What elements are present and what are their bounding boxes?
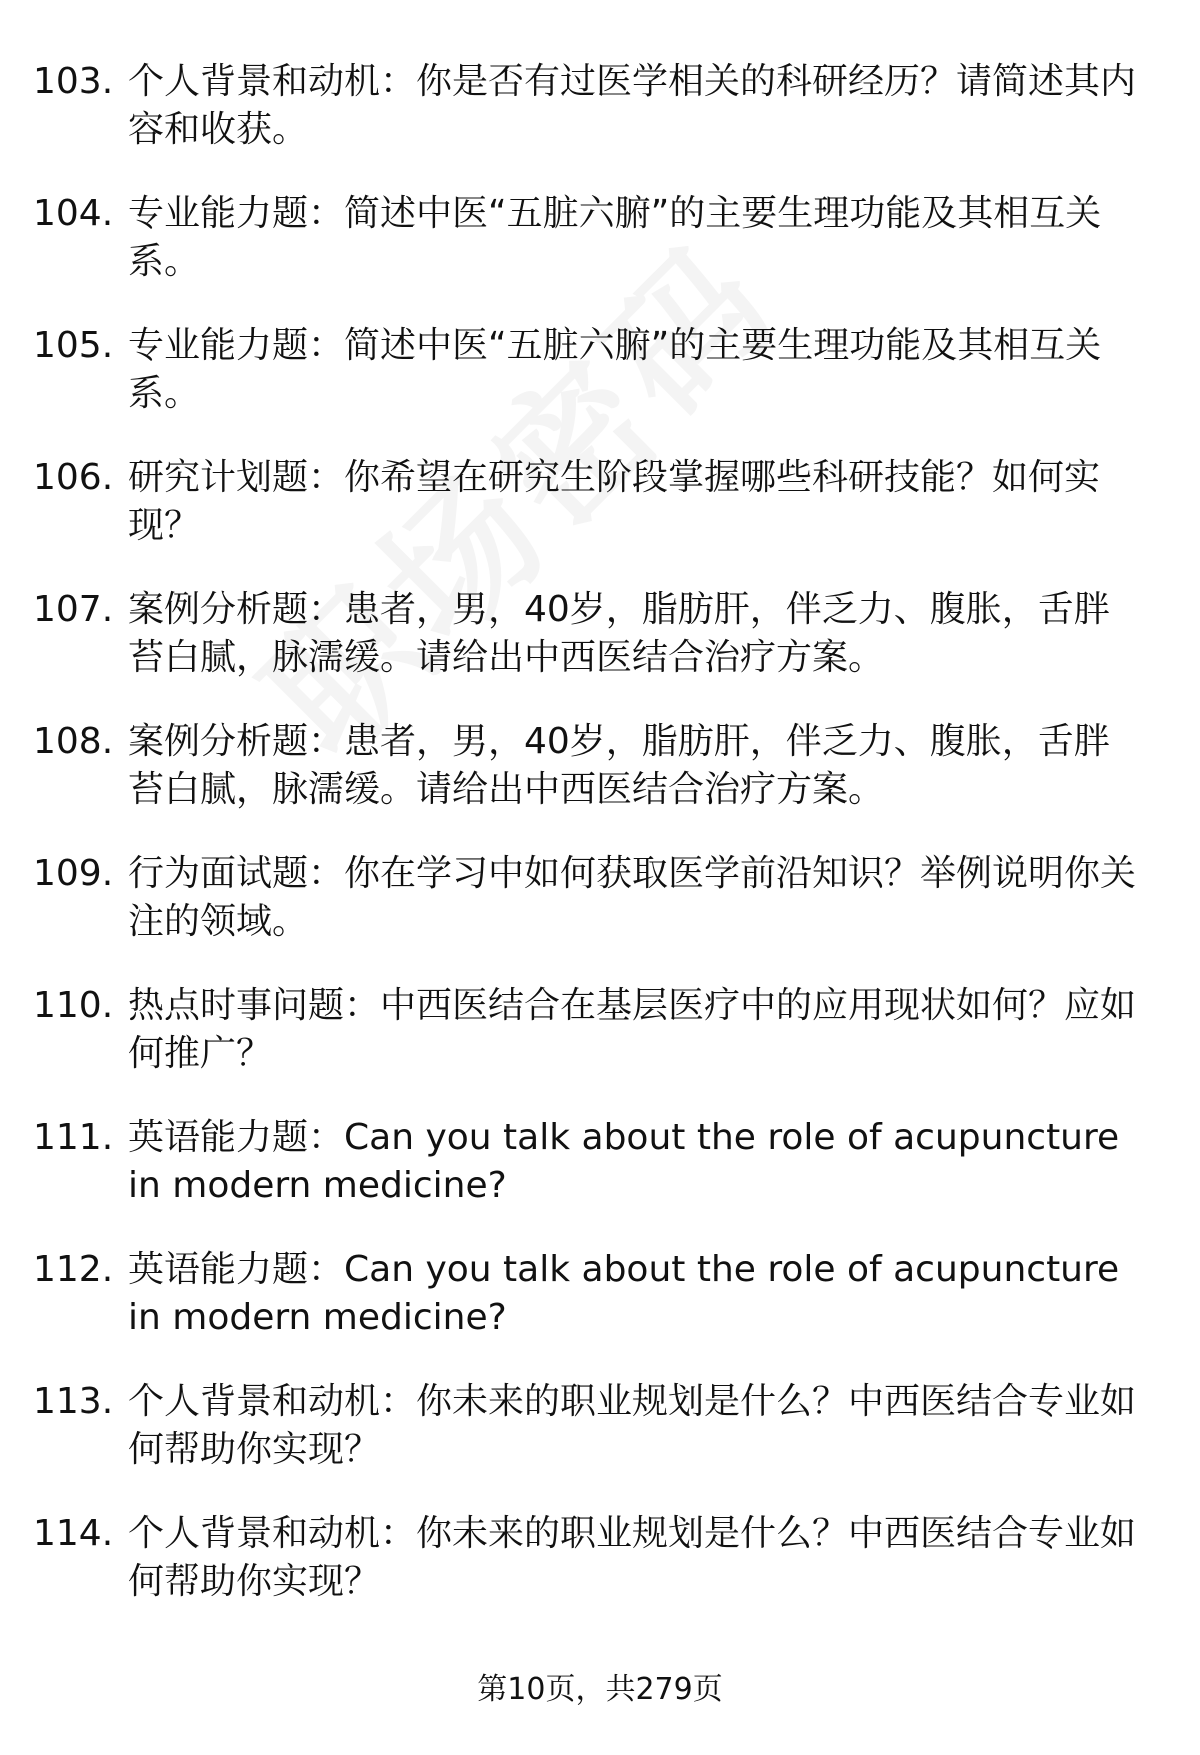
- question-number: 111.: [33, 1117, 114, 1158]
- question-number: 110.: [33, 985, 114, 1026]
- question-number: 109.: [33, 853, 114, 894]
- question-number: 104.: [33, 193, 114, 234]
- question-text: 个人背景和动机：你未来的职业规划是什么？中西医结合专业如何帮助你实现？: [128, 1513, 1137, 1602]
- question-item: [0, 312, 1200, 444]
- question-text: 案例分析题：患者，男，40岁，脂肪肝，伴乏力、腹胀，舌胖苔白腻，脉濡缓。请给出中西医结合治疗方案。: [128, 589, 1110, 678]
- question-text: 英语能力题：Can you talk about the role of acupuncture in modern medicine?: [128, 1117, 1120, 1206]
- question-text: 热点时事问题：中西医结合在基层医疗中的应用现状如何？应如何推广？: [128, 985, 1137, 1074]
- question-text: 案例分析题：患者，男，40岁，脂肪肝，伴乏力、腹胀，舌胖苔白腻，脉濡缓。请给出中西医结合治疗方案。: [128, 721, 1110, 810]
- question-text: 个人背景和动机：你是否有过医学相关的科研经历？请简述其内容和收获。: [128, 61, 1137, 150]
- question-list: [0, 48, 1200, 1632]
- question-text: 专业能力题：简述中医“五脏六腑”的主要生理功能及其相互关系。: [128, 193, 1102, 282]
- question-text: 行为面试题：你在学习中如何获取医学前沿知识？举例说明你关注的领域。: [128, 853, 1137, 942]
- question-item: [0, 1236, 1200, 1368]
- question-item: [0, 1104, 1200, 1236]
- question-number: 113.: [33, 1381, 114, 1422]
- question-text: 英语能力题：Can you talk about the role of acupuncture in modern medicine?: [128, 1249, 1120, 1338]
- question-item: [0, 1368, 1200, 1500]
- question-item: [0, 972, 1200, 1104]
- question-number: 106.: [33, 457, 114, 498]
- question-number: 105.: [33, 325, 114, 366]
- page-footer: [0, 1670, 1200, 1710]
- question-number: 103.: [33, 61, 114, 102]
- question-item: [0, 1500, 1200, 1632]
- question-number: 112.: [33, 1249, 114, 1290]
- page-number-label: 第10页，共279页: [477, 1672, 723, 1707]
- question-item: [0, 708, 1200, 840]
- question-item: [0, 444, 1200, 576]
- question-text: 专业能力题：简述中医“五脏六腑”的主要生理功能及其相互关系。: [128, 325, 1102, 414]
- question-number: 108.: [33, 721, 114, 762]
- question-text: 个人背景和动机：你未来的职业规划是什么？中西医结合专业如何帮助你实现？: [128, 1381, 1137, 1470]
- question-number: 107.: [33, 589, 114, 630]
- question-item: [0, 48, 1200, 180]
- question-item: [0, 180, 1200, 312]
- question-text: 研究计划题：你希望在研究生阶段掌握哪些科研技能？如何实现？: [128, 457, 1101, 546]
- question-item: [0, 576, 1200, 708]
- question-item: [0, 840, 1200, 972]
- question-number: 114.: [33, 1513, 114, 1554]
